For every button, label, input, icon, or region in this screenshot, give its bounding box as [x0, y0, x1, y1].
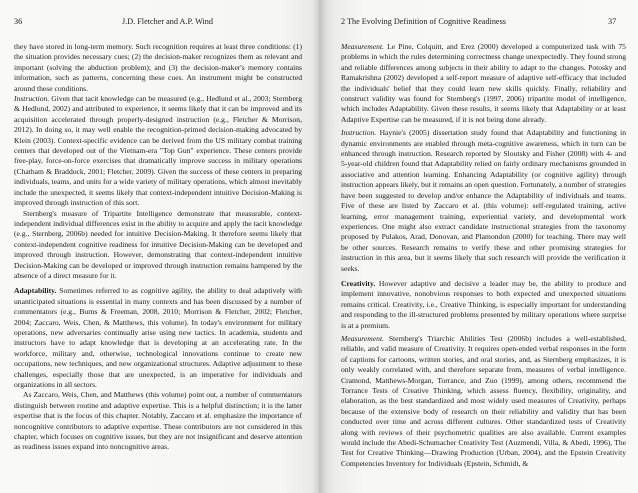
paragraph: Measurement. Sternberg's Triarchic Abilities Test (2006b) includes a well-established, reliable, and valid measure of Creativity. It requires open-ended verbal responses in the form of captions for cartoons, written stories, and oral stories, and, as Sternberg emphasizes, it is only weakly correlated with, and therefore separate from, measures of verbal intelligence. Cramond, Matthews-Morgan, Torrance, and Zuo (1999), among others, recommend the Torrance Tests of Creative Thinking, which assess fluency, flexibility, originality, and elaboration, as the best standardized and most widely used measures of Creativity, perhaps because of the extensive body of research on their reliability and validity that has been conducted over time and across different cultures. Other standardized tests of Creativity along with reviews of their psychometric qualities are also available. Current examples would include the Abedi-Schumacher Creativity Test (Auzmendi, Villa, & Abedi, 1996), The Test for Creative Thinking—Drawing Production (Urban, 2004), and the Epstein Creativity Competencies Inventory for Individuals (Epstein, Schmidt, &: [341, 333, 626, 468]
right-page-number: 37: [608, 17, 617, 26]
paragraph: Adaptability. Sometimes referred to as cognitive agility, the ability to deal adaptively with unanticipated situations is essential in many contexts and has been discussed by a number of commentators (e.g., Burns & Freeman, 2008, 2010; Morrison & Fletcher, 2002; Fletcher, 2004; Zaccaro, Weis, Chen, & Matthews, this volume). In today's environment for military operations, new adversaries continually arise using new tactics. In academia, students and instructors have to adapt knowledge that is developing at an accelerating rate. In the workforce, military and, otherwise, technological innovations continue to create new occupations, new techniques, and new organizational structures. Adaptive adjustment to these challenges, especially those that are unexpected, is an imperative for individuals and organizations in all sectors.: [14, 286, 302, 389]
book-gutter-shadow: [312, 0, 326, 493]
section-run-in-heading: Creativity.: [341, 278, 376, 288]
right-text-column: [341, 42, 626, 469]
paragraph: Instruction. Given that tacit knowledge can be measured (e.g., Hedlund et al., 2003; Sternberg & Hedlund, 2002) and attributed to experience, it seems likely that it can be improved and its acquisition accelerated through properly-designed instruction (e.g., Fletcher & Morrison, 2012). In doing so, it may well enable the recognition-primed decision-making advocated by Klein (2003). Context-specific evidence can be derived from the US military combat training centers that developed out of the Vietnam-era "Top Gun" experience. These centers provide free-play, force-on-force exercises that dramatically improve success in military operations (Chatham & Braddock, 2001; Fletcher, 2009). Given the success of these centers in preparing individuals, teams, and units for a wide variety of military operations, which almost inevitably include the unexpected, it seems likely that context-independent intuitive Decision-Making is improved through instruction of this sort.: [14, 94, 302, 208]
left-text-column: [14, 42, 302, 453]
paragraph: they have stored in long-term memory. Such recognition requires at least three conditions: (1) the situation provides necessary cues; (2) the decision-maker recognizes them as relevant and important (solving the abduction problem); and (3) the decision-maker's memory contains information, such as patterns, concerning these cues. An instrument might be constructed around these conditions.: [14, 42, 302, 93]
right-running-head: 2 The Evolving Definition of Cognitive Readiness: [341, 17, 506, 26]
paragraph: As Zaccaro, Weis, Chen, and Matthews (this volume) point out, a number of commentators distinguish between routine and adaptive expertise. This is a helpful distinction; it is the latter expertise that is the focus of this chapter. Notably, Zaccaro et al. emphasize the importance of noncognitive contributors to adaptive expertise. These contributors are not considered in this chapter, which focuses on cognitive issues, but they are not insignificant and deserve attention as readiness issues expand into noncognitive areas.: [14, 390, 302, 452]
paragraph: Creativity. However adaptive and decisive a leader may be, the ability to produce and implement innovative, nonobvious responses to both expected and unexpected situations remains critical. Creativity, i.e., Creative Thinking, is especially important for understanding and responding to the ill-structured problems presented by military operations where surprise is at a premium.: [341, 278, 626, 330]
paragraph: Instruction. Haynie's (2005) dissertation study found that Adaptability and functioning in dynamic environments are enabled through meta-cognitive awareness, which in turn can be enhanced through instruction. Research reported by Sloutsky and Fisher (2008) with 4- and 5-year-old children found that Adaptability relied on fairly ordinary mechanisms grounded in associative and attention learning. Enhancing Adaptability (or cognitive agility) through instruction appears likely, but it remains an open question. Fortunately, a number of strategies have been suggested to develop and/or enhance the Adaptability of individuals and teams. Five of these are listed by Zaccaro et al. (this volume): self-regulated training, active learning, error management training, experiential variety, and developmental work experiences. One might also extract candidate instructional strategies from the taxonomy proposed by Pulakos, Arad, Donovan, and Plamondon (2000) for teaching. There may well be other sources. Research remains to verify these and other promising strategies for instruction in this area, but it seems likely that such research will provide the verification it seeks.: [341, 128, 626, 273]
left-page-number: 36: [14, 17, 23, 26]
paragraph-run-in-heading: Measurement.: [341, 42, 384, 51]
right-page: [319, 0, 638, 493]
paragraph-run-in-heading: Instruction.: [341, 128, 377, 138]
left-running-head: J.D. Fletcher and A.P. Wind: [122, 17, 213, 26]
section-run-in-heading: Adaptability.: [14, 286, 57, 296]
paragraph: Sternberg's measure of Tripartite Intelligence demonstrate that measurable, context-independent individual differences exist in the ability to acquire and apply the tacit knowledge (e.g., Sternberg, 2006b) needed for intuitive Decision-Making. It therefore seems likely that context-independent cognitive readiness for intuitive Decision-Making can be developed and improved through instruction. However, demonstrating that context-independent intuitive Decision-Making can be developed or improved through instruction remains hampered by the absence of a direct measure for it.: [14, 208, 302, 280]
paragraph: Measurement. Le Pine, Colquitt, and Erez (2000) developed a computerized task with 75 problems in which the rules determining correctness change unexpectedly. They found strong and reliable differences among subjects in their ability to adapt to the changes. Potosky and Ramakrishna (2002) developed a self-report measure of adaptive self-efficacy that included the individuals' belief that they could learn new skills quickly. Finally, reliability and construct validity was found for Sternberg's (1997, 2006) tripartite model of intelligence, which includes Adaptability. Given these results, it seems likely that Adaptability or at least Adaptive Expertise can be measured, if it is not being done already.: [341, 42, 626, 124]
paragraph-run-in-heading: Measurement.: [341, 333, 384, 343]
paragraph-run-in-heading: Instruction.: [14, 94, 50, 104]
